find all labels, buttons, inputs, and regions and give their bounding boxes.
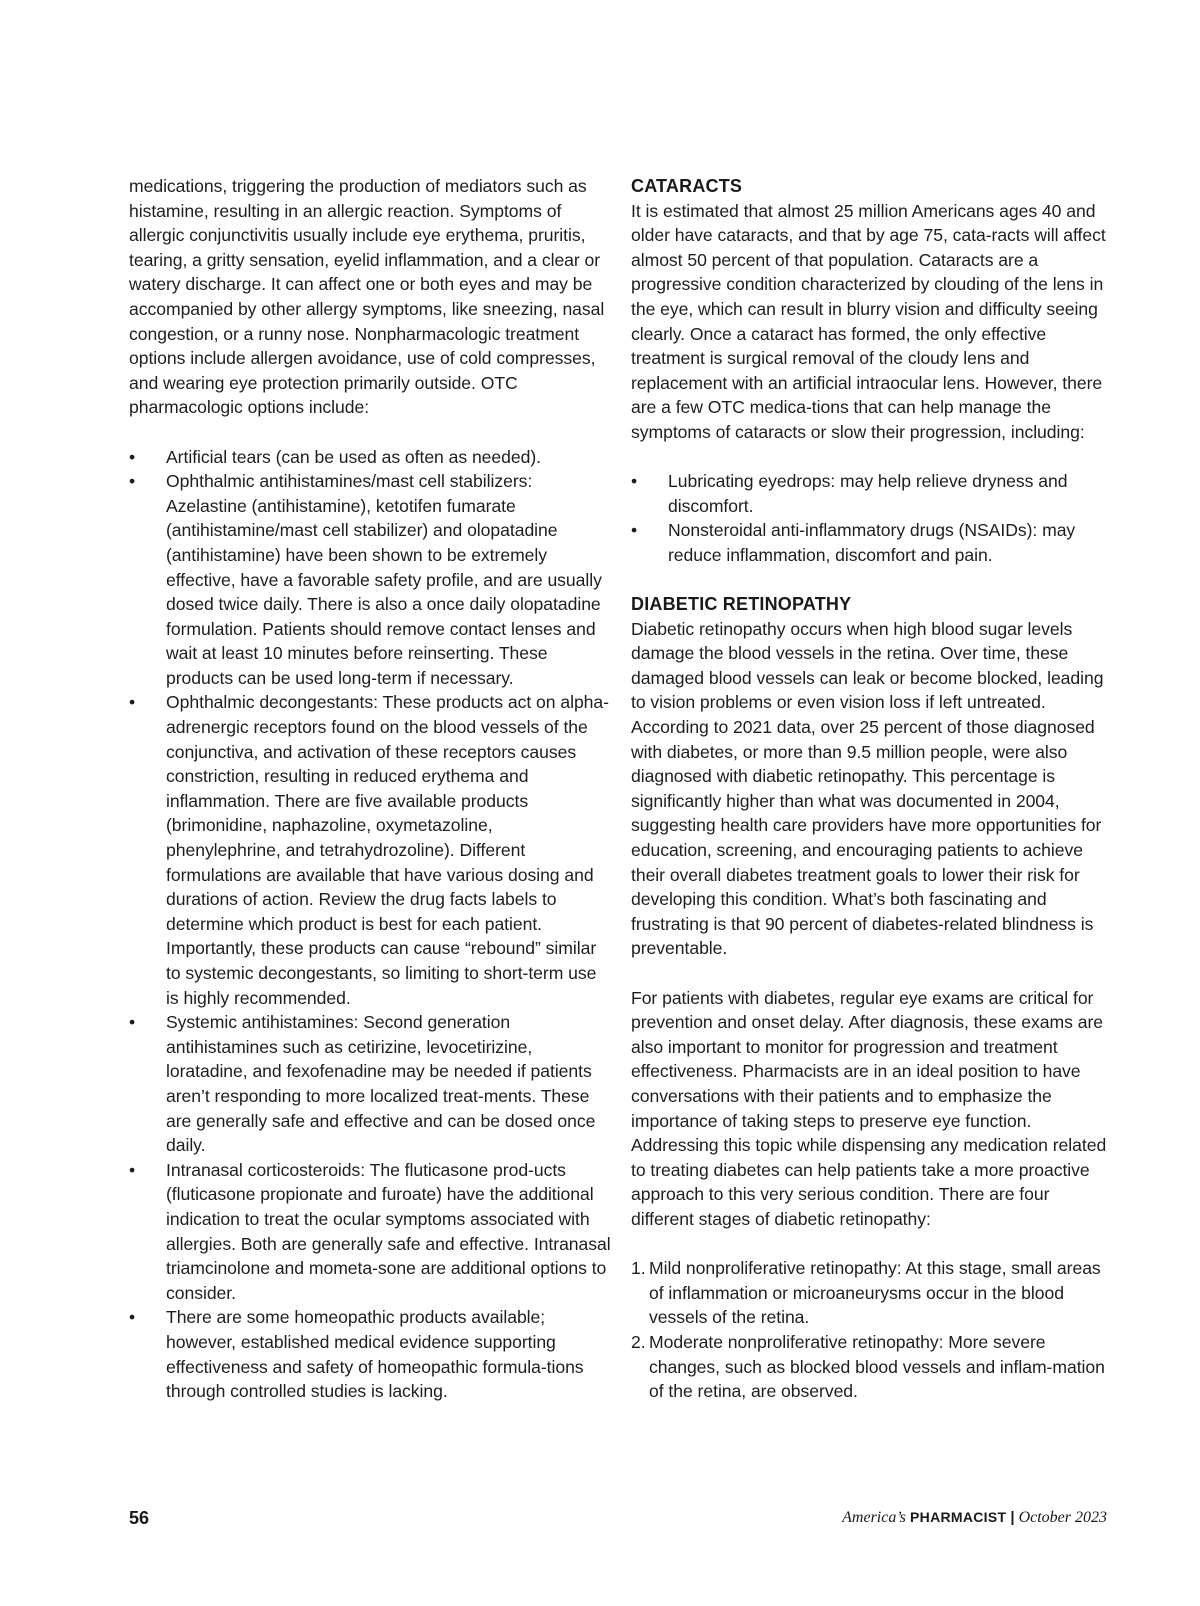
list-item [631, 1256, 1109, 1330]
page-number: 56 [129, 1508, 150, 1528]
publication-prefix: America’s [842, 1509, 906, 1526]
list-item: • Artificial tears (can be used as often as needed). [129, 445, 611, 470]
left-column [129, 174, 611, 1404]
cataracts-list [631, 469, 1109, 567]
otc-options-list [129, 445, 611, 1404]
cataracts-heading: CATARACTS [631, 176, 743, 196]
footer-separator: | [1010, 1509, 1015, 1526]
list-item: • Systemic antihistamines: Second generation antihistamines such as cetirizine, levocetirizine, loratadine, and fexofenadine may be needed if patients aren’t responding to more localized treat-ments. These are generally safe and effective and can be dosed once daily. [129, 1010, 611, 1158]
list-item: • Nonsteroidal anti-inflammatory drugs (NSAIDs): may reduce inflammation, discomfort and pain. [631, 518, 1109, 567]
issue-date: October 2023 [1018, 1509, 1107, 1526]
intro-paragraph: medications, triggering the production of mediators such as histamine, resulting in an allergic reaction. Symptoms of allergic conjunctivitis usually include eye erythema, pruritis, tearing, a gritty sensation, eyelid inflammation, and a clear or watery discharge. It can affect one or both eyes and may be accompanied by other allergy symptoms, like sneezing, nasal congestion, or a runny nose. Nonpharmacologic treatment options include allergen avoidance, use of cold compresses, and wearing eye protection primarily outside. OTC pharmacologic options include: [129, 176, 605, 418]
list-item: • Intranasal corticosteroids: The fluticasone prod-ucts (fluticasone propionate and furoate) have the additional indication to treat the ocular symptoms associated with allergies. Both are generally safe and effective. Intranasal triamcinolone and mometa-sone are additional options to consider. [129, 1158, 611, 1306]
stage-text: Moderate nonproliferative retinopathy: More severe changes, such as blocked blood vessels and inflam-mation of the retina, are observed. [649, 1331, 1105, 1402]
stage-number: 1. [631, 1258, 646, 1279]
list-item: • Ophthalmic antihistamines/mast cell stabilizers: Azelastine (antihistamine), ketotifen fumarate (antihistamine/mast cell stabilizer) and olopatadine (antihistamine) have been shown to be extremely effective, have a favorable safety profile, and are usually dosed twice daily. There is also a once daily olopatadine formulation. Patients should remove contact lenses and wait at least 10 minutes before reinserting. These products can be used long-term if necessary. [129, 469, 611, 690]
right-column [631, 174, 1109, 1404]
diabetic-paragraph-2: For patients with diabetes, regular eye exams are critical for prevention and onset delay. After diagnosis, these exams are also important to monitor for progression and treatment effectiveness. Pharmacists are in an ideal position to have conversations with their patients and to emphasize the importance of taking steps to preserve eye function. Addressing this topic while dispensing any medication related to treating diabetes can help patients take a more proactive approach to this very serious condition. There are four different stages of diabetic retinopathy: [631, 987, 1107, 1229]
stage-text: Mild nonproliferative retinopathy: At this stage, small areas of inflammation or microaneurysms occur in the blood vessels of the retina. [649, 1258, 1101, 1328]
list-item [631, 1330, 1109, 1404]
list-item: • There are some homeopathic products available; however, established medical evidence supporting effectiveness and safety of homeopathic formula-tions through controlled studies is lacking. [129, 1305, 611, 1403]
cataracts-paragraph: It is estimated that almost 25 million Americans ages 40 and older have cataracts, and that by age 75, cata-racts will affect almost 50 percent of that population. Cataracts are a progressive condition characterized by clouding of the lens in the eye, which can result in blurry vision and difficulty seeing clearly. Once a cataract has formed, the only effective treatment is surgical removal of the cloudy lens and replacement with an artificial intraocular lens. However, there are a few OTC medica-tions that can help manage the symptoms of cataracts or slow their progression, including: [631, 200, 1106, 442]
diabetic-retinopathy-heading: DIABETIC RETINOPATHY [631, 594, 852, 615]
retinopathy-stages-list [631, 1256, 1109, 1404]
publication-footer [842, 1509, 1107, 1527]
diabetic-paragraph-1: Diabetic retinopathy occurs when high blood sugar levels damage the blood vessels in the retina. Over time, these damaged blood vessels can leak or become blocked, leading to vision problems or even vision loss if left untreated. According to 2021 data, over 25 percent of those diagnosed with diabetes, or more than 9.5 million people, were also diagnosed with diabetic retinopathy. This percentage is significantly higher than what was documented in 2004, suggesting health care providers have more opportunities for education, screening, and encouraging patients to achieve their overall diabetes treatment goals to lower their risk for developing this condition. What’s both fascinating and frustrating is that 90 percent of diabetes-related blindness is preventable. [631, 618, 1104, 959]
stage-number: 2. [631, 1331, 646, 1352]
publication-name: PHARMACIST [910, 1509, 1007, 1525]
list-item: • Ophthalmic decongestants: These products act on alpha-adrenergic receptors found on the blood vessels of the conjunctiva, and activation of these receptors causes constriction, resulting in reduced erythema and inflammation. There are five available products (brimonidine, naphazoline, oxymetazoline, phenylephrine, and tetrahydrozoline). Different formulations are available that have various dosing and durations of action. Review the drug facts labels to determine which product is best for each patient. Importantly, these products can cause “rebound” similar to systemic decongestants, so limiting to short-term use is highly recommended. [129, 690, 611, 1010]
list-item: • Lubricating eyedrops: may help relieve dryness and discomfort. [631, 469, 1109, 518]
